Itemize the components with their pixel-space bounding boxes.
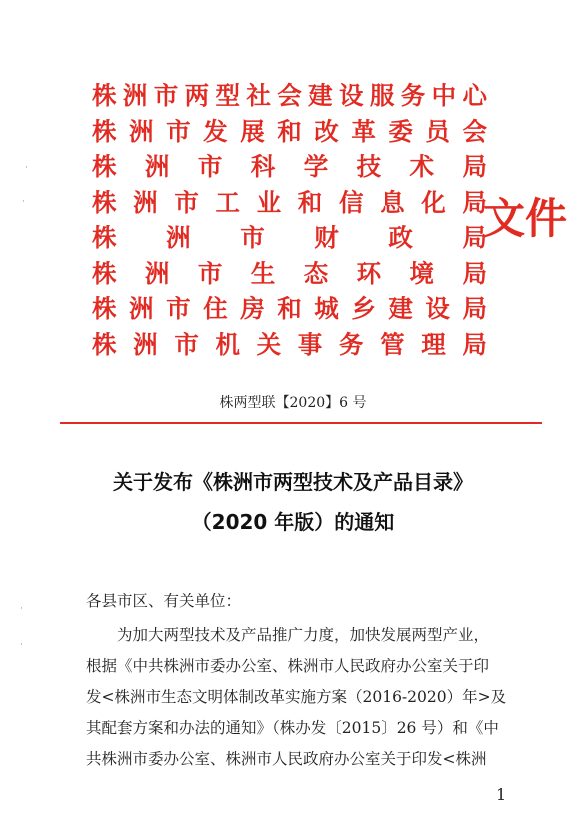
issuer-char: 株 — [92, 116, 117, 146]
body-paragraph — [86, 620, 507, 775]
issuer-char: 术 — [409, 152, 435, 181]
issuer-char: 财 — [314, 223, 339, 252]
issuer-char: 局 — [462, 187, 487, 217]
issuer-char: 局 — [462, 152, 487, 181]
issuer-char: 株 — [92, 81, 117, 110]
issuer-char: 洲 — [144, 152, 170, 181]
body-line: 根据《中共株洲市委办公室、株洲市人民政府办公室关于印 — [86, 657, 490, 675]
scan-speck: · — [20, 604, 23, 614]
issuer-line — [92, 291, 487, 327]
scan-speck: · — [25, 163, 28, 173]
issuer-char: 洲 — [129, 116, 154, 146]
issuer-line — [92, 149, 487, 185]
issuer-line — [92, 185, 487, 221]
issuer-char: 息 — [380, 187, 405, 217]
issuer-line — [92, 78, 487, 114]
issuer-char: 乡 — [351, 294, 376, 323]
issuer-char: 会 — [462, 116, 487, 146]
issuer-char: 设 — [425, 294, 450, 323]
issuer-char: 务 — [400, 81, 426, 110]
issuer-char: 局 — [462, 223, 487, 252]
issuer-char: 态 — [303, 258, 329, 288]
issuer-char: 市 — [197, 152, 223, 181]
issuer-char: 展 — [240, 116, 265, 146]
document-suffix: 文件 — [483, 194, 568, 243]
issuer-char: 环 — [356, 258, 382, 288]
scan-speck: · — [20, 640, 23, 650]
issuer-char: 学 — [303, 152, 329, 181]
issuer-char: 改 — [314, 116, 339, 146]
issuer-char: 服 — [369, 81, 395, 110]
issuer-char: 株 — [92, 152, 117, 181]
issuer-char: 市 — [153, 81, 179, 110]
issuer-char: 洲 — [122, 81, 148, 110]
issuer-char: 株 — [92, 294, 117, 323]
issuer-char: 科 — [250, 152, 276, 181]
issuer-char: 城 — [314, 294, 339, 323]
body-line: 共株洲市委办公室、株洲市人民政府办公室关于印发<株洲 — [86, 750, 487, 768]
issuer-char: 机 — [215, 329, 240, 359]
issuer-char: 局 — [462, 258, 487, 288]
document-title-line1: 关于发布《株洲市两型技术及产品目录》 — [113, 470, 473, 494]
issuer-line — [92, 327, 487, 363]
issuer-char: 社 — [246, 81, 271, 110]
issuer-char: 局 — [462, 329, 487, 359]
issuer-char: 株 — [92, 223, 117, 252]
issuer-char: 洲 — [166, 223, 191, 252]
issuer-char: 洲 — [129, 294, 154, 323]
issuer-char: 局 — [462, 294, 487, 323]
issuer-char: 中 — [431, 81, 457, 110]
issuer-char: 和 — [277, 294, 302, 323]
issuer-char: 市 — [197, 258, 223, 288]
issuer-char: 建 — [308, 81, 333, 110]
body-line: 为加大两型技术及产品推广力度，加快发展两型产业， — [86, 626, 490, 644]
issuer-char: 心 — [462, 81, 487, 110]
issuer-char: 事 — [297, 329, 323, 359]
issuer-line — [92, 256, 487, 292]
issuer-char: 株 — [92, 187, 117, 217]
document-title-line2: （2020 年版）的通知 — [191, 510, 395, 534]
issuer-char: 发 — [203, 116, 228, 146]
issuer-char: 业 — [256, 187, 282, 217]
salutation: 各县市区、有关单位： — [86, 592, 242, 610]
issuer-char: 员 — [425, 116, 450, 146]
issuer-char: 市 — [174, 329, 199, 359]
issuer-char: 政 — [388, 223, 413, 252]
document-number: 株两型联【2020】6 号 — [219, 395, 367, 411]
issuer-char: 工 — [215, 187, 240, 217]
issuer-char: 株 — [92, 258, 117, 288]
body-line: 其配套方案和办法的通知》（株办发〔2015〕26 号）和《中 — [86, 719, 499, 737]
issuer-char: 市 — [166, 294, 191, 323]
issuer-char: 信 — [338, 187, 364, 217]
issuer-char: 两 — [184, 81, 210, 110]
issuer-char: 委 — [388, 116, 413, 146]
issuer-char: 革 — [351, 116, 376, 146]
issuer-char: 住 — [203, 294, 228, 323]
issuer-char: 生 — [250, 258, 276, 288]
red-divider-line — [60, 422, 542, 424]
issuer-line — [92, 220, 487, 256]
issuer-char: 和 — [297, 187, 323, 217]
issuer-char: 房 — [240, 294, 265, 323]
issuer-char: 建 — [388, 294, 413, 323]
issuer-char: 洲 — [133, 329, 158, 359]
issuer-line — [92, 114, 487, 150]
issuer-char: 设 — [339, 81, 364, 110]
issuer-char: 理 — [421, 329, 446, 359]
issuer-char: 境 — [409, 258, 435, 288]
scan-speck: · — [22, 197, 25, 207]
issuer-char: 株 — [92, 329, 117, 359]
body-line: 发<株洲市生态文明体制改革实施方案（2016-2020）年>及 — [86, 688, 507, 706]
page-number: 1 — [496, 785, 507, 804]
issuer-char: 化 — [421, 187, 446, 217]
issuer-char: 关 — [256, 329, 282, 359]
issuer-char: 市 — [166, 116, 191, 146]
issuer-char: 务 — [338, 329, 364, 359]
issuer-char: 型 — [215, 81, 240, 110]
issuer-char: 市 — [240, 223, 265, 252]
issuer-char: 洲 — [133, 187, 158, 217]
issuer-char: 市 — [174, 187, 199, 217]
issuer-char: 洲 — [144, 258, 170, 288]
issuer-char: 和 — [277, 116, 302, 146]
issuing-agencies — [92, 78, 487, 362]
issuer-char: 管 — [380, 329, 405, 359]
issuer-char: 会 — [277, 81, 302, 110]
issuer-char: 技 — [356, 152, 382, 181]
